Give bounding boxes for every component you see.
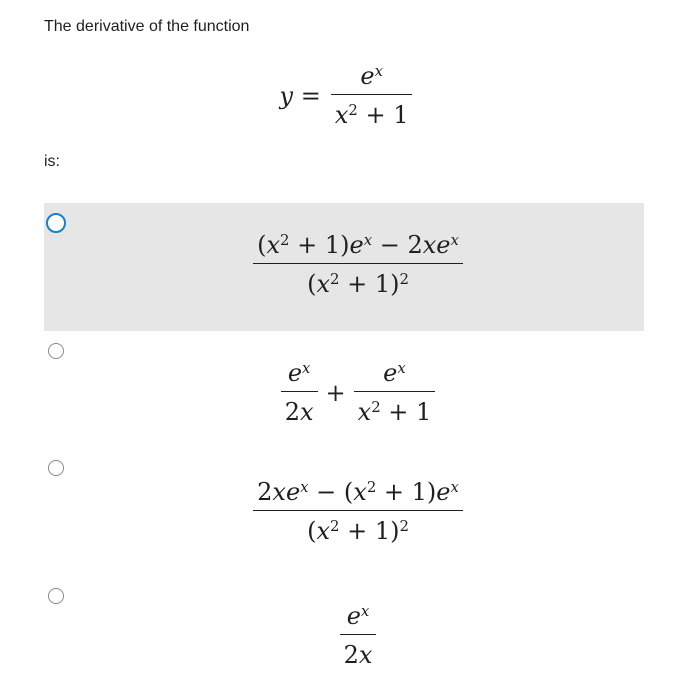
eq-den-base: x [334,101,349,129]
eq-den-exp: 2 [348,100,358,119]
eq-equals: = [300,81,321,110]
option-4-expression: $\frac{e^x}{2x}$ [44,602,672,669]
question-intro: The derivative of the function [44,18,250,35]
eq-num-base: e [360,62,375,90]
is-label: is: [44,153,60,170]
answer-option-4[interactable] [44,580,644,680]
eq-den-rest: + 1 [357,101,409,129]
option-1-expression: $\frac{(x^2 + 1)e^x - 2xe^x}{(x^2 + 1)^2}$ [44,231,672,298]
eq-fraction [331,62,413,129]
answer-option-3[interactable] [44,450,644,560]
question-equation [0,62,692,129]
eq-num-exp: x [374,61,383,80]
radio-button-1[interactable] [46,213,66,233]
radio-button-3[interactable] [48,460,64,476]
option-2-expression: $\frac{e^x}{2x}$ + $\frac{e^x}{x^2 + 1}$ [44,359,672,426]
option-3-expression: $\frac{2xe^x - (x^2 + 1)e^x}{(x^2 + 1)^2}$ [44,478,672,545]
radio-button-2[interactable] [48,343,64,359]
answer-option-2[interactable] [44,335,644,435]
answer-option-1[interactable] [44,203,644,331]
eq-lhs: y [279,81,294,110]
